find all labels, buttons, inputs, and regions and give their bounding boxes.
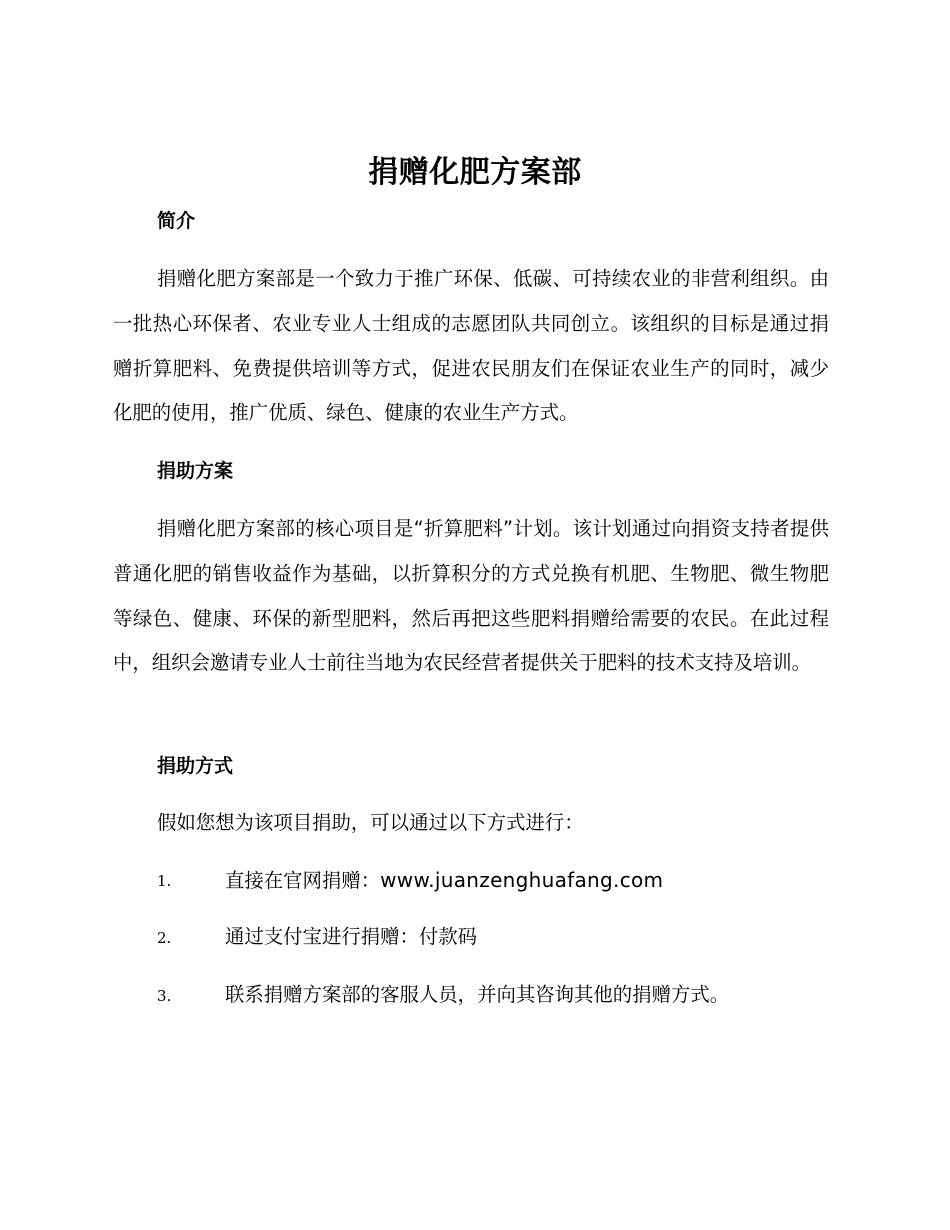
list-text — [225, 865, 663, 896]
list-item — [157, 865, 857, 895]
section-paragraph-intro: 捐赠化肥方案部是一个致力于推广环保、低碳、可持续农业的非营利组织。由一批热心环保者、农业专业人士组成的志愿团队共同创立。该组织的目标是通过捐赠折算肥料、免费提供培训等方式，促进农民朋友们在保证农业生产的同时，减少化肥的使用，推广优质、绿色、健康的农业生产方式。 — [113, 267, 829, 425]
section-heading-plan: 捐助方案 — [157, 460, 234, 482]
section-heading-intro: 简介 — [157, 210, 196, 232]
section-heading-methods: 捐助方式 — [157, 755, 234, 777]
list-text: 通过支付宝进行捐赠：付款码 — [225, 925, 478, 948]
list-number: 2. — [157, 929, 172, 947]
section-paragraph-plan: 捐赠化肥方案部的核心项目是“折算肥料”计划。该计划通过向捐资支持者提供普通化肥的销售收益作为基础，以折算积分的方式兑换有机肥、生物肥、微生物肥等绿色、健康、环保的新型肥料，然后再把这些肥料捐赠给需要的农民。在此过程中，组织会邀请专业人士前往当地为农民经营者提供关于肥料的技术支持及培训。 — [113, 517, 829, 675]
list-number: 3. — [157, 987, 172, 1005]
list-item — [157, 980, 857, 1010]
list-item — [157, 922, 857, 952]
list-number: 1. — [157, 872, 172, 890]
list-text: 联系捐赠方案部的客服人员，并向其咨询其他的捐赠方式。 — [225, 983, 730, 1006]
list-label: 直接在官网捐赠： — [225, 869, 381, 892]
methods-intro: 假如您想为该项目捐助，可以通过以下方式进行： — [157, 811, 584, 834]
document-title: 捐赠化肥方案部 — [368, 155, 582, 190]
website-link[interactable]: www.juanzenghuafang.com — [380, 868, 664, 892]
